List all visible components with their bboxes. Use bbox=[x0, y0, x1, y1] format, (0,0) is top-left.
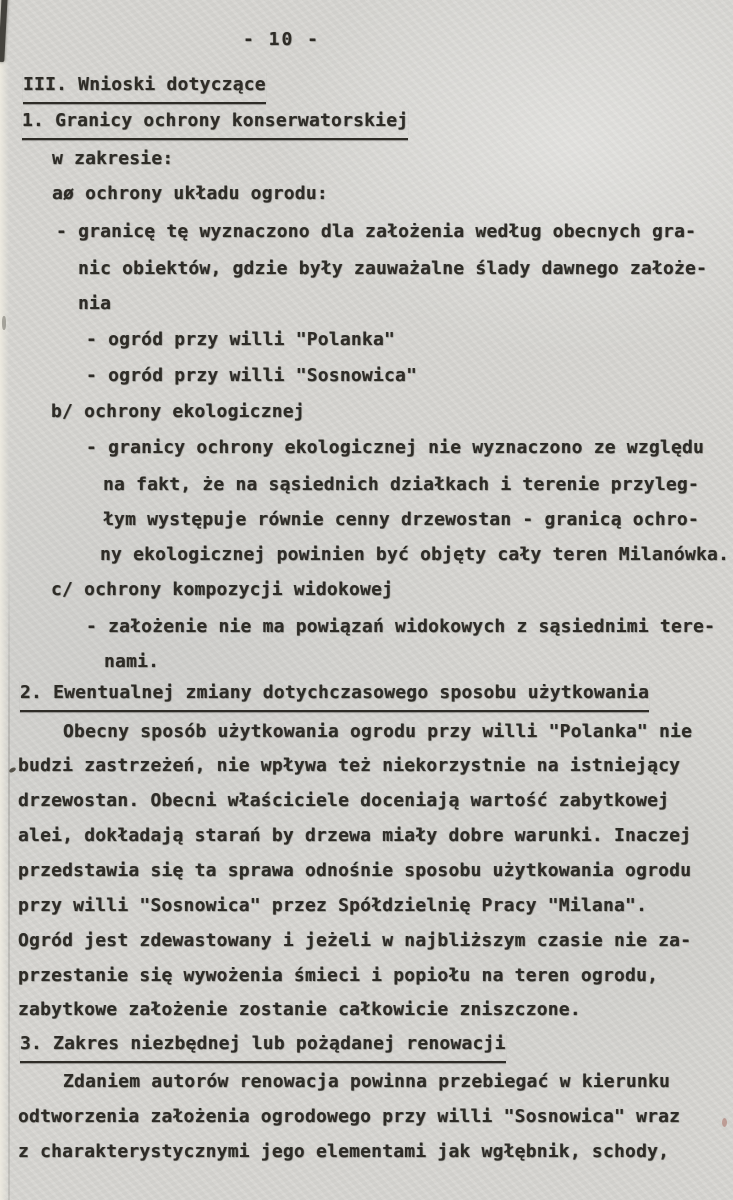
text-line: zabytkowe założenie zostanie całkowicie zniszczone. bbox=[18, 999, 581, 1020]
text-line: - ogród przy willi "Sosnowica" bbox=[86, 365, 418, 386]
text-line: w zakresie: bbox=[52, 148, 174, 169]
section-3-heading: 3. Zakres niezbędnej lub pożądanej renowacji bbox=[20, 1031, 506, 1063]
text-line: Obecny sposób użytkowania ogrodu przy willi "Polanka" nie bbox=[63, 721, 693, 742]
text-line: budzi zastrzeżeń, nie wpływa też niekorzystnie na istniejący bbox=[18, 755, 681, 776]
page-number: - 10 - bbox=[243, 29, 321, 50]
text-line: z charakterystycznymi jego elementami jak wgłębnik, schody, bbox=[18, 1141, 670, 1162]
scan-edge-crease bbox=[8, 560, 10, 1200]
text-line: b/ ochrony ekologicznej bbox=[51, 401, 305, 422]
text-line: odtworzenia założenia ogrodowego przy willi "Sosnowica" wraz bbox=[18, 1106, 681, 1127]
text-line: - granicę tę wyznaczono dla założenia według obecnych gra- bbox=[56, 221, 697, 242]
text-line: c/ ochrony kompozycji widokowej bbox=[51, 579, 394, 600]
text-line: - założenie nie ma powiązań widokowych z sąsiednimi tere- bbox=[86, 616, 716, 637]
text-line: - ogród przy willi "Polanka" bbox=[86, 329, 396, 350]
section-2-heading: 2. Ewentualnej zmiany dotychczasowego sposobu użytkowania bbox=[20, 680, 649, 712]
text-line: nia bbox=[78, 293, 112, 314]
text-line: przy willi "Sosnowica" przez Spółdzielnię Pracy "Milana". bbox=[18, 895, 648, 916]
scan-speck bbox=[722, 1118, 727, 1127]
text-line: Ogród jest zdewastowany i jeżeli w najbliższym czasie nie za- bbox=[18, 930, 692, 951]
text-line: - granicy ochrony ekologicznej nie wyznaczono ze względu bbox=[86, 437, 705, 458]
text-line: nami. bbox=[104, 651, 160, 672]
text-line: przedstawia się ta sprawa odnośnie sposobu użytkowania ogrodu bbox=[18, 860, 692, 881]
text-line: nic obiektów, gdzie były zauważalne ślady dawnego założe- bbox=[78, 258, 708, 279]
text-line: Zdaniem autorów renowacja powinna przebiegać w kierunku bbox=[63, 1071, 671, 1092]
text-line: drzewostan. Obecni właściciele doceniają wartość zabytkowej bbox=[18, 790, 670, 811]
scan-speck bbox=[8, 767, 16, 774]
text-line: przestanie się wywożenia śmieci i popiołu na teren ogrodu, bbox=[18, 965, 659, 986]
text-line: na fakt, że na sąsiednich działkach i terenie przyleg- bbox=[103, 474, 699, 495]
text-line: alei, dokładają starań by drzewa miały dobre warunki. Inaczej bbox=[18, 825, 692, 846]
section-1-heading: 1. Granicy ochrony konserwatorskiej bbox=[22, 108, 408, 140]
text-line: aø ochrony układu ogrodu: bbox=[52, 183, 328, 204]
text-line: ny ekologicznej powinien być objęty cały teren Milanówka. bbox=[100, 544, 730, 565]
scan-speck bbox=[2, 316, 6, 330]
main-heading: III. Wnioski dotyczące bbox=[23, 72, 266, 104]
text-line: łym występuje równie cenny drzewostan - granicą ochro- bbox=[103, 509, 699, 530]
